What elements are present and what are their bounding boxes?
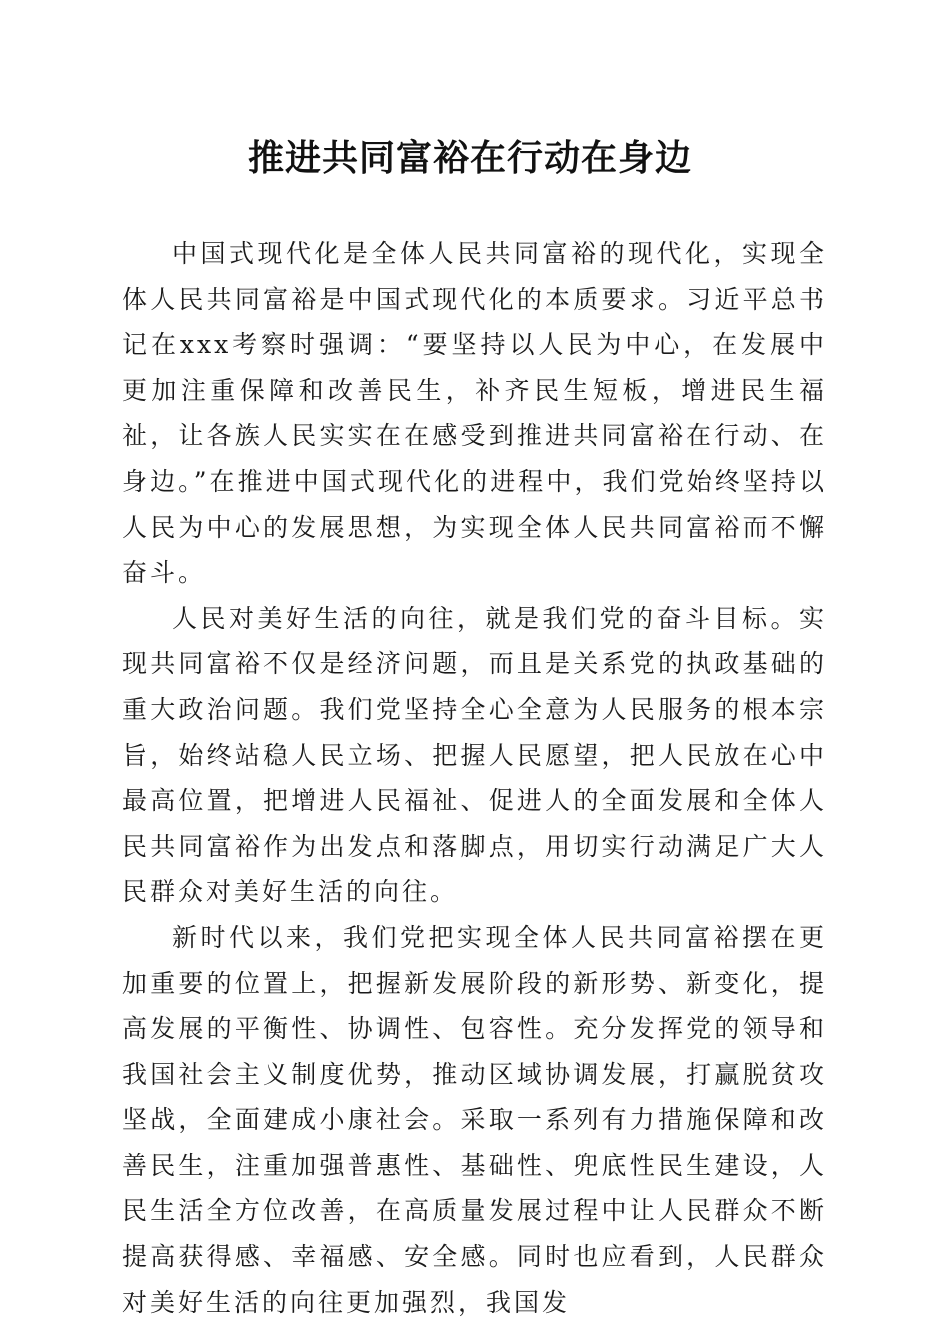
document-title: 推进共同富裕在行动在身边 — [247, 137, 692, 179]
paragraph-2: 人民对美好生活的向往，就是我们党的奋斗目标。实现共同富裕不仅是经济问题，而且是关系党的执政基础的重大政治问题。我们党坚持全心全意为人民服务的根本宗旨，始终站稳人民立场、把握人民愿望，把人民放在心中最高位置，把增进人民福祉、促进人的全面发展和全体人民共同富裕作为出发点和落脚点，用切实行动满足广大人民群众对美好生活的向往。 — [122, 603, 827, 907]
paragraph-3: 新时代以来，我们党把实现全体人民共同富裕摆在更加重要的位置上，把握新发展阶段的新形势、新变化，提高发展的平衡性、协调性、包容性。充分发挥党的领导和我国社会主义制度优势，推动区域协调发展，打赢脱贫攻坚战，全面建成小康社会。采取一系列有力措施保障和改善民生，注重加强普惠性、基础性、兜底性民生建设，人民生活全方位改善，在高质量发展过程中让人民群众不断提高获得感、幸福感、安全感。同时也应看到，人民群众对美好生活的向往更加强烈，我国发 — [122, 922, 827, 1317]
document-body — [122, 231, 827, 1325]
paragraph-1: 中国式现代化是全体人民共同富裕的现代化，实现全体人民共同富裕是中国式现代化的本质要求。习近平总书记在xxx考察时强调：“要坚持以人民为中心，在发展中更加注重保障和改善民生，补齐民生短板，增进民生福祉，让各族人民实实在在感受到推进共同富裕在行动、在身边。”在推进中国式现代化的进程中，我们党始终坚持以人民为中心的发展思想，为实现全体人民共同富裕而不懈奋斗。 — [122, 239, 827, 588]
